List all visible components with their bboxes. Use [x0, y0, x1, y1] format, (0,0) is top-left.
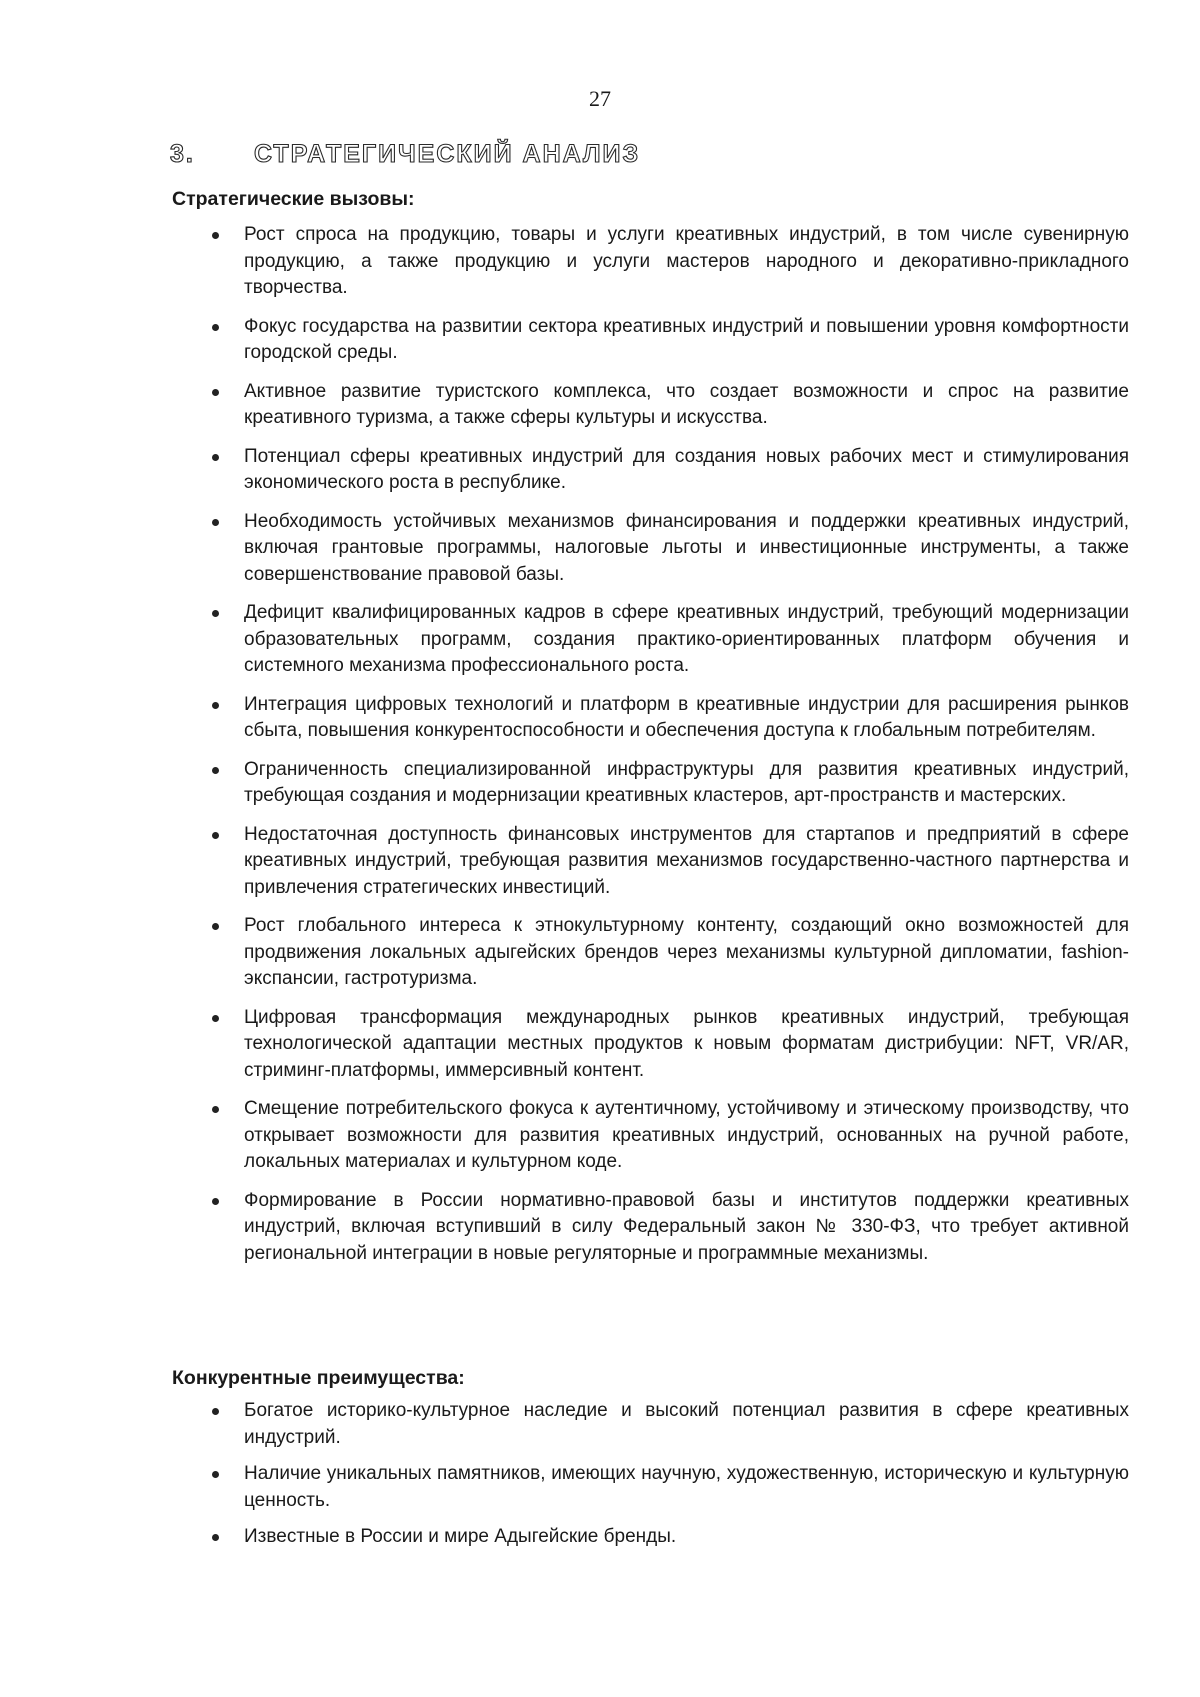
- section-title: СТРАТЕГИЧЕСКИЙ АНАЛИЗ: [254, 140, 641, 168]
- list-item-text: Потенциал сферы креативных индустрий для создания новых рабочих мест и стимулирования экономического роста в республике.: [244, 445, 1129, 493]
- list-item: [172, 314, 1129, 367]
- bullet-icon: [212, 1471, 219, 1478]
- bullet-icon: [212, 1534, 219, 1541]
- bullet-icon: [212, 389, 219, 396]
- list-item-text: Рост спроса на продукцию, товары и услуги креативных индустрий, в том числе сувенирную продукцию, а также продукцию и услуги мастеров народного и декоративно-прикладного творчества.: [244, 224, 1129, 298]
- bullet-icon: [212, 454, 219, 461]
- list-item-text: Формирование в России нормативно-правовой базы и институтов поддержки креативных индустрий, включая вступивший в силу Федеральный закон № 330-ФЗ, что требует активной региональной интеграции в новые регуляторные и программные механизмы.: [244, 1189, 1129, 1264]
- list-item-text: Необходимость устойчивых механизмов финансирования и поддержки креативных индустрий, включая грантовые программы, налоговые льготы и инвестиционные инструменты, а также совершенствование правовой базы.: [244, 510, 1129, 585]
- bullet-icon: [212, 923, 219, 930]
- list-item: [172, 692, 1129, 745]
- list-item: [172, 509, 1129, 589]
- bullet-icon: [212, 832, 219, 839]
- bullet-icon: [212, 767, 219, 774]
- list-item-text: Ограниченность специализированной инфраструктуры для развития креативных индустрий, требующая создания и модернизации креативных кластеров, арт-пространств и мастерских.: [244, 758, 1129, 806]
- list-item: [172, 1398, 1129, 1451]
- list-item: [172, 757, 1129, 810]
- list-item-text: Богатое историко-культурное наследие и высокий потенциал развития в сфере креативных индустрий.: [244, 1400, 1129, 1448]
- bullet-icon: [212, 232, 219, 239]
- list-item-text: Фокус государства на развитии сектора креативных индустрий и повышении уровня комфортности городской среды.: [244, 315, 1129, 363]
- bullet-icon: [212, 1198, 219, 1205]
- list-item: [172, 444, 1129, 497]
- list-item: [172, 1188, 1129, 1268]
- list-item-text: Цифровая трансформация международных рынков креативных индустрий, требующая технологической адаптации местных продуктов к новым форматам дистрибуции: NFT, VR/AR, стриминг-платформы, иммерсивный контент.: [244, 1006, 1129, 1081]
- bullet-icon: [212, 1106, 219, 1113]
- bullet-icon: [212, 702, 219, 709]
- challenges-list: [172, 222, 1129, 1279]
- list-item-text: Наличие уникальных памятников, имеющих научную, художественную, историческую и культурную ценность.: [244, 1463, 1129, 1511]
- list-item-text: Недостаточная доступность финансовых инструментов для стартапов и предприятий в сфере креативных индустрий, требующая развития механизмов государственно-частного партнерства и привлечения стратегических инвестиций.: [244, 823, 1129, 898]
- list-item: [172, 1524, 1129, 1551]
- bullet-icon: [212, 324, 219, 331]
- list-item: [172, 1096, 1129, 1176]
- section-number: 3.: [170, 140, 195, 168]
- section-heading: [170, 140, 640, 169]
- list-item: [172, 379, 1129, 432]
- list-item: [172, 600, 1129, 680]
- bullet-icon: [212, 1408, 219, 1415]
- advantages-heading: Конкурентные преимущества:: [172, 1367, 465, 1389]
- list-item-text: Известные в России и мире Адыгейские бренды.: [244, 1526, 677, 1547]
- list-item: [172, 1461, 1129, 1514]
- challenges-heading: Стратегические вызовы:: [172, 188, 415, 210]
- bullet-icon: [212, 1015, 219, 1022]
- list-item: [172, 222, 1129, 302]
- list-item: [172, 1005, 1129, 1085]
- bullet-icon: [212, 610, 219, 617]
- list-item-text: Дефицит квалифицированных кадров в сфере креативных индустрий, требующий модернизации образовательных программ, создания практико-ориентированных платформ обучения и системного механизма профессионального роста.: [244, 602, 1129, 676]
- list-item-text: Смещение потребительского фокуса к аутентичному, устойчивому и этическому производству, что открывает возможности для развития креативных индустрий, основанных на ручной работе, локальных материалах и культурном коде.: [244, 1098, 1129, 1172]
- list-item-text: Рост глобального интереса к этнокультурному контенту, создающий окно возможностей для продвижения локальных адыгейских брендов через механизмы культурной дипломатии, fashion-экспансии, гастротуризма.: [244, 915, 1129, 989]
- list-item-text: Интеграция цифровых технологий и платформ в креативные индустрии для расширения рынков сбыта, повышения конкурентоспособности и обеспечения доступа к глобальным потребителям.: [244, 693, 1129, 741]
- bullet-icon: [212, 519, 219, 526]
- list-item: [172, 822, 1129, 902]
- advantages-list: [172, 1398, 1129, 1561]
- page-number: 27: [589, 86, 611, 111]
- list-item-text: Активное развитие туристского комплекса, что создает возможности и спрос на развитие креативного туризма, а также сферы культуры и искусства.: [244, 380, 1129, 428]
- list-item: [172, 913, 1129, 993]
